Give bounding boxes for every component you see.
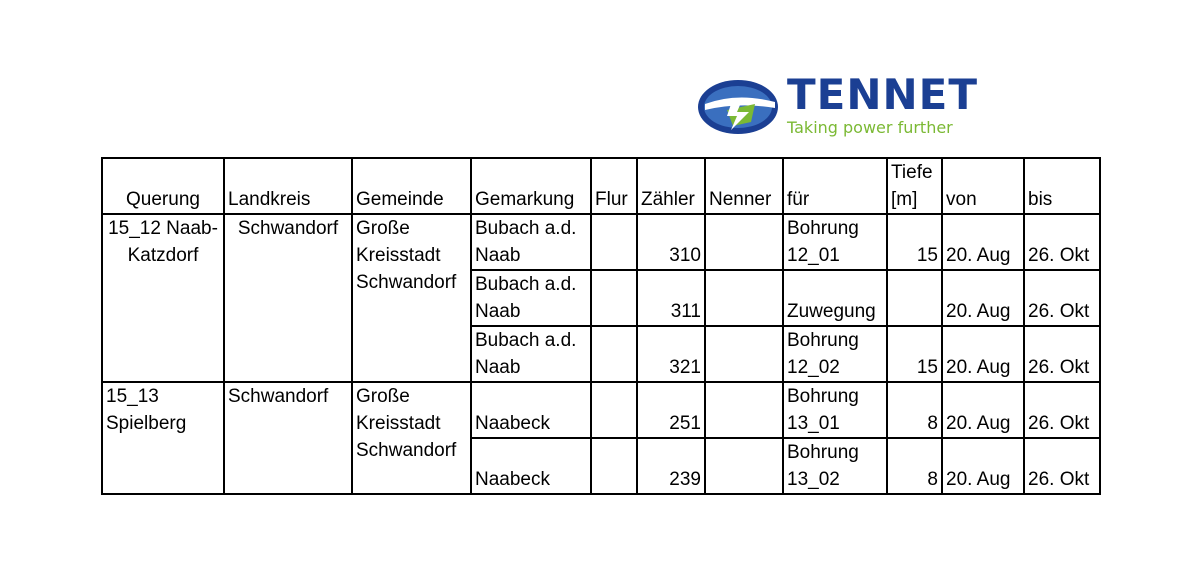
- tennet-logo-icon: [697, 78, 779, 136]
- cell-gemarkung: Naabeck: [471, 438, 591, 494]
- cell-gemarkung: Bubach a.d. Naab: [471, 270, 591, 326]
- cell-zaehler: 251: [637, 382, 705, 438]
- cell-nenner: [705, 382, 783, 438]
- cell-von: 20. Aug: [942, 438, 1024, 494]
- cell-tiefe: 15: [887, 326, 942, 382]
- header-tiefe: Tiefe [m]: [887, 158, 942, 214]
- cell-querung: 15_13 Spielberg: [102, 382, 224, 494]
- cell-tiefe: 8: [887, 382, 942, 438]
- cell-flur: [591, 438, 637, 494]
- cell-gemeinde: Große Kreisstadt Schwandorf: [352, 382, 471, 494]
- cell-flur: [591, 214, 637, 270]
- cell-gemarkung: Bubach a.d. Naab: [471, 326, 591, 382]
- logo-wordmark: TENNET: [787, 70, 978, 119]
- cell-nenner: [705, 214, 783, 270]
- cell-tiefe: [887, 270, 942, 326]
- cell-von: 20. Aug: [942, 326, 1024, 382]
- cell-von: 20. Aug: [942, 270, 1024, 326]
- header-row: [102, 158, 1100, 214]
- cell-tiefe: 15: [887, 214, 942, 270]
- cell-nenner: [705, 270, 783, 326]
- cell-zaehler: 310: [637, 214, 705, 270]
- header-fuer: für: [783, 158, 887, 214]
- cell-von: 20. Aug: [942, 382, 1024, 438]
- cell-gemeinde: Große Kreisstadt Schwandorf: [352, 214, 471, 382]
- cell-gemarkung: Naabeck: [471, 382, 591, 438]
- cell-nenner: [705, 438, 783, 494]
- cell-flur: [591, 326, 637, 382]
- table-row: [102, 382, 1100, 438]
- cell-zaehler: 239: [637, 438, 705, 494]
- cell-bis: 26. Okt: [1024, 214, 1100, 270]
- logo-tagline: Taking power further: [787, 118, 953, 137]
- header-nenner: Nenner: [705, 158, 783, 214]
- cell-von: 20. Aug: [942, 214, 1024, 270]
- cell-bis: 26. Okt: [1024, 326, 1100, 382]
- header-gemeinde: Gemeinde: [352, 158, 471, 214]
- parcel-table: [101, 157, 1101, 495]
- tennet-logo: [697, 70, 978, 140]
- cell-zaehler: 311: [637, 270, 705, 326]
- cell-nenner: [705, 326, 783, 382]
- cell-fuer: Bohrung 12_02: [783, 326, 887, 382]
- header-flur: Flur: [591, 158, 637, 214]
- header-von: von: [942, 158, 1024, 214]
- cell-landkreis: Schwandorf: [224, 382, 352, 494]
- cell-flur: [591, 382, 637, 438]
- cell-landkreis: Schwandorf: [224, 214, 352, 382]
- cell-bis: 26. Okt: [1024, 382, 1100, 438]
- cell-gemarkung: Bubach a.d. Naab: [471, 214, 591, 270]
- header-querung: Querung: [102, 158, 224, 214]
- table-row: [102, 214, 1100, 270]
- header-zaehler: Zähler: [637, 158, 705, 214]
- header-bis: bis: [1024, 158, 1100, 214]
- cell-fuer: Bohrung 12_01: [783, 214, 887, 270]
- cell-fuer: Zuwegung: [783, 270, 887, 326]
- header-gemarkung: Gemarkung: [471, 158, 591, 214]
- cell-querung: 15_12 Naab-Katzdorf: [102, 214, 224, 382]
- cell-bis: 26. Okt: [1024, 270, 1100, 326]
- cell-zaehler: 321: [637, 326, 705, 382]
- cell-fuer: Bohrung 13_01: [783, 382, 887, 438]
- cell-fuer: Bohrung 13_02: [783, 438, 887, 494]
- cell-bis: 26. Okt: [1024, 438, 1100, 494]
- header-landkreis: Landkreis: [224, 158, 352, 214]
- cell-flur: [591, 270, 637, 326]
- cell-tiefe: 8: [887, 438, 942, 494]
